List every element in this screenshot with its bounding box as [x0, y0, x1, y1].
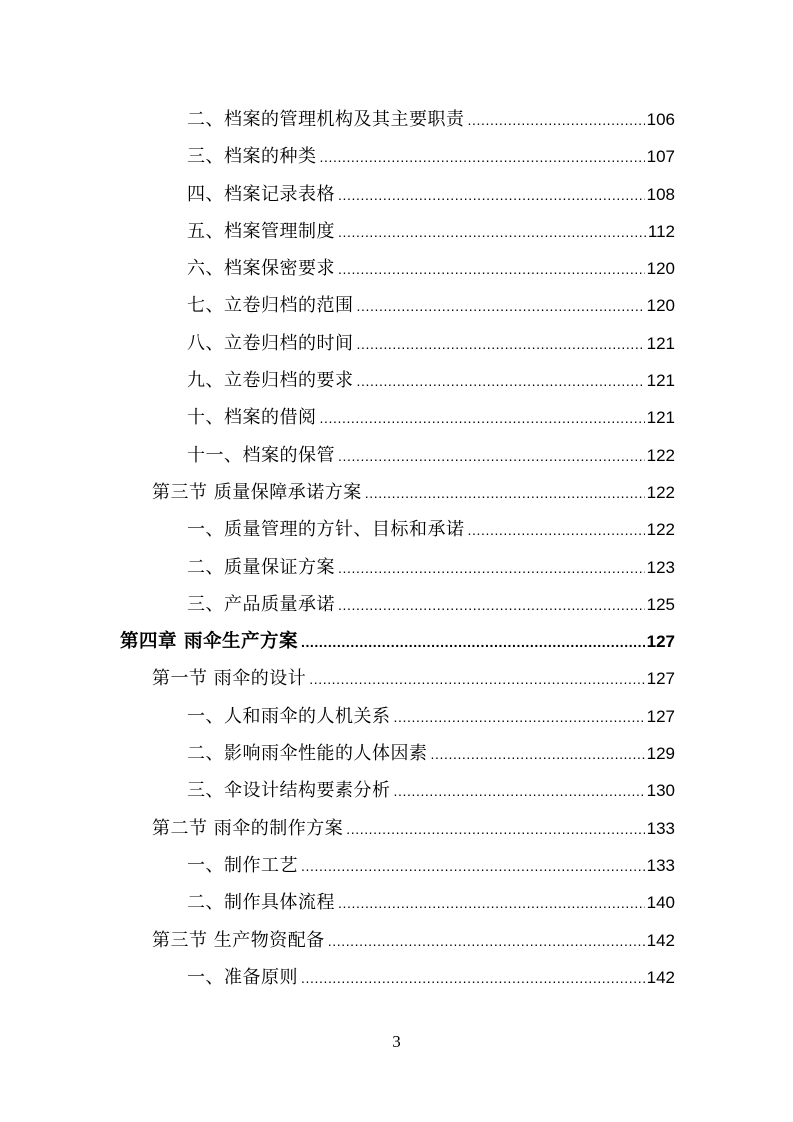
toc-entry-page-number: 129 — [646, 744, 675, 764]
toc-entry-page-number: 133 — [646, 818, 675, 838]
toc-entry-page-number: 125 — [646, 594, 675, 614]
toc-dot-leader — [320, 139, 645, 176]
toc-entry-page-number: 133 — [646, 855, 675, 875]
toc-dot-leader — [468, 102, 645, 139]
toc-entry-page-number: 121 — [646, 371, 675, 391]
toc-entry-item[interactable] — [120, 101, 675, 138]
toc-entry-title: 三、伞设计结构要素分析 — [187, 780, 391, 802]
toc-dot-leader — [365, 475, 645, 512]
toc-entry-title: 一、质量管理的方针、目标和承诺 — [187, 519, 465, 541]
toc-dot-leader — [338, 214, 646, 251]
toc-entry-page-number: 130 — [646, 781, 675, 801]
toc-entry-title: 三、产品质量承诺 — [187, 593, 335, 615]
toc-entry-title: 五、档案管理制度 — [187, 220, 335, 242]
toc-entry-item[interactable] — [120, 698, 675, 735]
toc-entry-page-number: 127 — [646, 632, 675, 652]
toc-entry-title: 一、制作工艺 — [187, 854, 298, 876]
toc-entry-title: 一、人和雨伞的人机关系 — [187, 705, 391, 727]
toc-entry-section[interactable] — [120, 922, 675, 959]
toc-dot-leader — [394, 773, 645, 810]
toc-entry-item[interactable] — [120, 176, 675, 213]
toc-dot-leader — [338, 251, 645, 288]
toc-entry-title: 九、立卷归档的要求 — [187, 370, 354, 392]
toc-entry-title: 第四章 雨伞生产方案 — [120, 631, 298, 653]
toc-entry-item[interactable] — [120, 399, 675, 436]
toc-entry-item[interactable] — [120, 959, 675, 996]
toc-entry-chapter[interactable] — [120, 623, 675, 660]
toc-entry-page-number: 122 — [646, 445, 675, 465]
toc-entry-item[interactable] — [120, 250, 675, 287]
toc-dot-leader — [328, 923, 645, 960]
toc-entry-page-number: 122 — [646, 482, 675, 502]
toc-entry-page-number: 112 — [647, 221, 675, 241]
toc-dot-leader — [301, 848, 645, 885]
toc-entry-page-number: 108 — [646, 184, 675, 204]
toc-entry-page-number: 123 — [646, 557, 675, 577]
toc-entry-title: 第二节 雨伞的制作方案 — [152, 817, 344, 839]
toc-dot-leader — [394, 699, 645, 736]
toc-entry-page-number: 120 — [646, 259, 675, 279]
toc-entry-item[interactable] — [120, 287, 675, 324]
toc-dot-leader — [301, 624, 645, 661]
toc-entry-item[interactable] — [120, 549, 675, 586]
toc-entry-page-number: 120 — [646, 296, 675, 316]
toc-entry-title: 二、质量保证方案 — [187, 556, 335, 578]
toc-entry-title: 六、档案保密要求 — [187, 258, 335, 280]
toc-entry-item[interactable] — [120, 138, 675, 175]
toc-entry-title: 三、档案的种类 — [187, 146, 317, 168]
toc-entry-title: 二、档案的管理机构及其主要职责 — [187, 109, 465, 130]
toc-entry-item[interactable] — [120, 437, 675, 474]
toc-dot-leader — [338, 587, 645, 624]
toc-entry-page-number: 140 — [646, 893, 675, 913]
toc-entry-item[interactable] — [120, 735, 675, 772]
toc-dot-leader — [338, 177, 645, 214]
toc-entry-page-number: 142 — [646, 930, 675, 950]
toc-entry-title: 四、档案记录表格 — [187, 183, 335, 205]
toc-dot-leader — [357, 363, 645, 400]
toc-dot-leader — [301, 960, 645, 997]
toc-entry-title: 第三节 生产物资配备 — [152, 929, 325, 951]
toc-entry-item[interactable] — [120, 213, 675, 250]
toc-dot-leader — [338, 885, 645, 922]
toc-entry-page-number: 106 — [646, 110, 675, 129]
toc-dot-leader — [468, 512, 645, 549]
toc-entry-title: 第三节 质量保障承诺方案 — [152, 481, 362, 503]
toc-entry-title: 十一、档案的保管 — [187, 444, 335, 466]
toc-entry-section[interactable] — [120, 660, 675, 697]
toc-entry-section[interactable] — [120, 810, 675, 847]
toc-entry-item[interactable] — [120, 325, 675, 362]
toc-entry-page-number: 127 — [646, 669, 675, 689]
toc-entry-page-number: 127 — [646, 706, 675, 726]
toc-entry-page-number: 121 — [646, 333, 675, 353]
toc-dot-leader — [309, 661, 644, 698]
toc-dot-leader — [338, 438, 645, 475]
toc-entry-section[interactable] — [120, 474, 675, 511]
toc-entry-page-number: 107 — [646, 147, 675, 167]
toc-entry-title: 十、档案的借阅 — [187, 407, 317, 429]
toc-dot-leader — [346, 811, 644, 848]
toc-entry-title: 一、准备原则 — [187, 966, 298, 988]
page-number: 3 — [392, 1032, 401, 1051]
toc-entry-page-number: 122 — [646, 520, 675, 540]
toc-entry-title: 八、立卷归档的时间 — [187, 332, 354, 354]
toc-entry-title: 七、立卷归档的范围 — [187, 295, 354, 317]
toc-dot-leader — [431, 736, 645, 773]
toc-entry-item[interactable] — [120, 884, 675, 921]
toc-entry-page-number: 121 — [646, 408, 675, 428]
toc-entry-page-number: 142 — [646, 967, 675, 987]
toc-entry-title: 第一节 雨伞的设计 — [152, 668, 307, 690]
toc-dot-leader — [357, 288, 645, 325]
toc-entry-item[interactable] — [120, 362, 675, 399]
toc-dot-leader — [320, 400, 645, 437]
table-of-contents — [120, 101, 675, 996]
toc-dot-leader — [357, 326, 645, 363]
toc-entry-item[interactable] — [120, 847, 675, 884]
toc-entry-item[interactable] — [120, 511, 675, 548]
toc-entry-item[interactable] — [120, 772, 675, 809]
toc-entry-title: 二、影响雨伞性能的人体因素 — [187, 743, 428, 765]
toc-entry-title: 二、制作具体流程 — [187, 892, 335, 914]
toc-dot-leader — [338, 550, 645, 587]
toc-entry-item[interactable] — [120, 586, 675, 623]
